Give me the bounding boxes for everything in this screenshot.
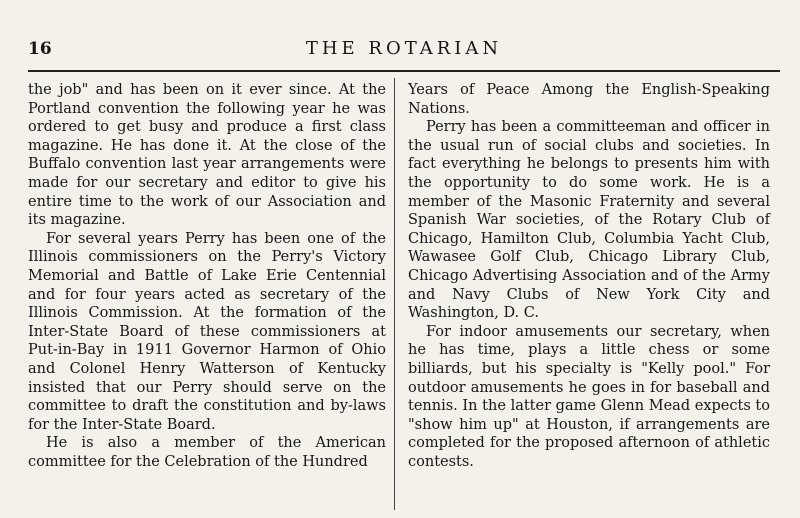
right-paragraph-2: Perry has been a committeeman and officer in the usual run of social clubs and societies. In fact everything he belongs to presents him with the opportunity to do some work. He is a member of the Masonic Fraternity and several Spanish War societies, of the Rotary Club of Chicago, Hamilton Club, Columbia Yacht Club, Wawasee Golf Club, Chicago Library Club, Chicago Advertising Association and of the Army and Navy Clubs of New York City and Washington, D. C. <box>408 119 770 322</box>
left-column <box>28 81 386 471</box>
left-paragraph-3: He is also a member of the American committee for the Celebration of the Hundred <box>28 435 386 470</box>
right-column <box>408 81 770 471</box>
column-divider <box>394 78 395 510</box>
right-paragraph-3: For indoor amusements our secretary, when he has time, plays a little chess or some billiards, but his specialty is "Kelly pool." For outdoor amusements he goes in for baseball and tennis. In the latter game Glenn Mead expects to "show him up" at Houston, if arrangements are completed for the proposed afternoon of athletic contests. <box>408 323 770 470</box>
running-title: THE ROTARIAN <box>305 38 503 59</box>
left-paragraph-2: For several years Perry has been one of the Illinois commissioners on the Perry's Victory Memorial and Battle of Lake Erie Centennial and for four years acted as secretary of the Illinois Commission. At the formation of the Inter-State Board of these commissioners at Put-in-Bay in 1911 Governor Harmon of Ohio and Colonel Henry Watterson of Kentucky insisted that our Perry should serve on the committee to draft the constitution and by-laws for the Inter-State Board. <box>28 230 386 433</box>
right-paragraph-1: Years of Peace Among the English-Speaking Nations. <box>408 82 770 117</box>
header-rule <box>28 70 780 72</box>
page-number: 16 <box>28 39 52 59</box>
page-header <box>28 36 780 66</box>
left-paragraph-1: the job" and has been on it ever since. At the Portland convention the following year he was ordered to get busy and produce a first class magazine. He has done it. At the close of the Buffalo convention last year arrangements were made for our secretary and editor to give his entire time to the work of our Association and its magazine. <box>28 82 386 229</box>
